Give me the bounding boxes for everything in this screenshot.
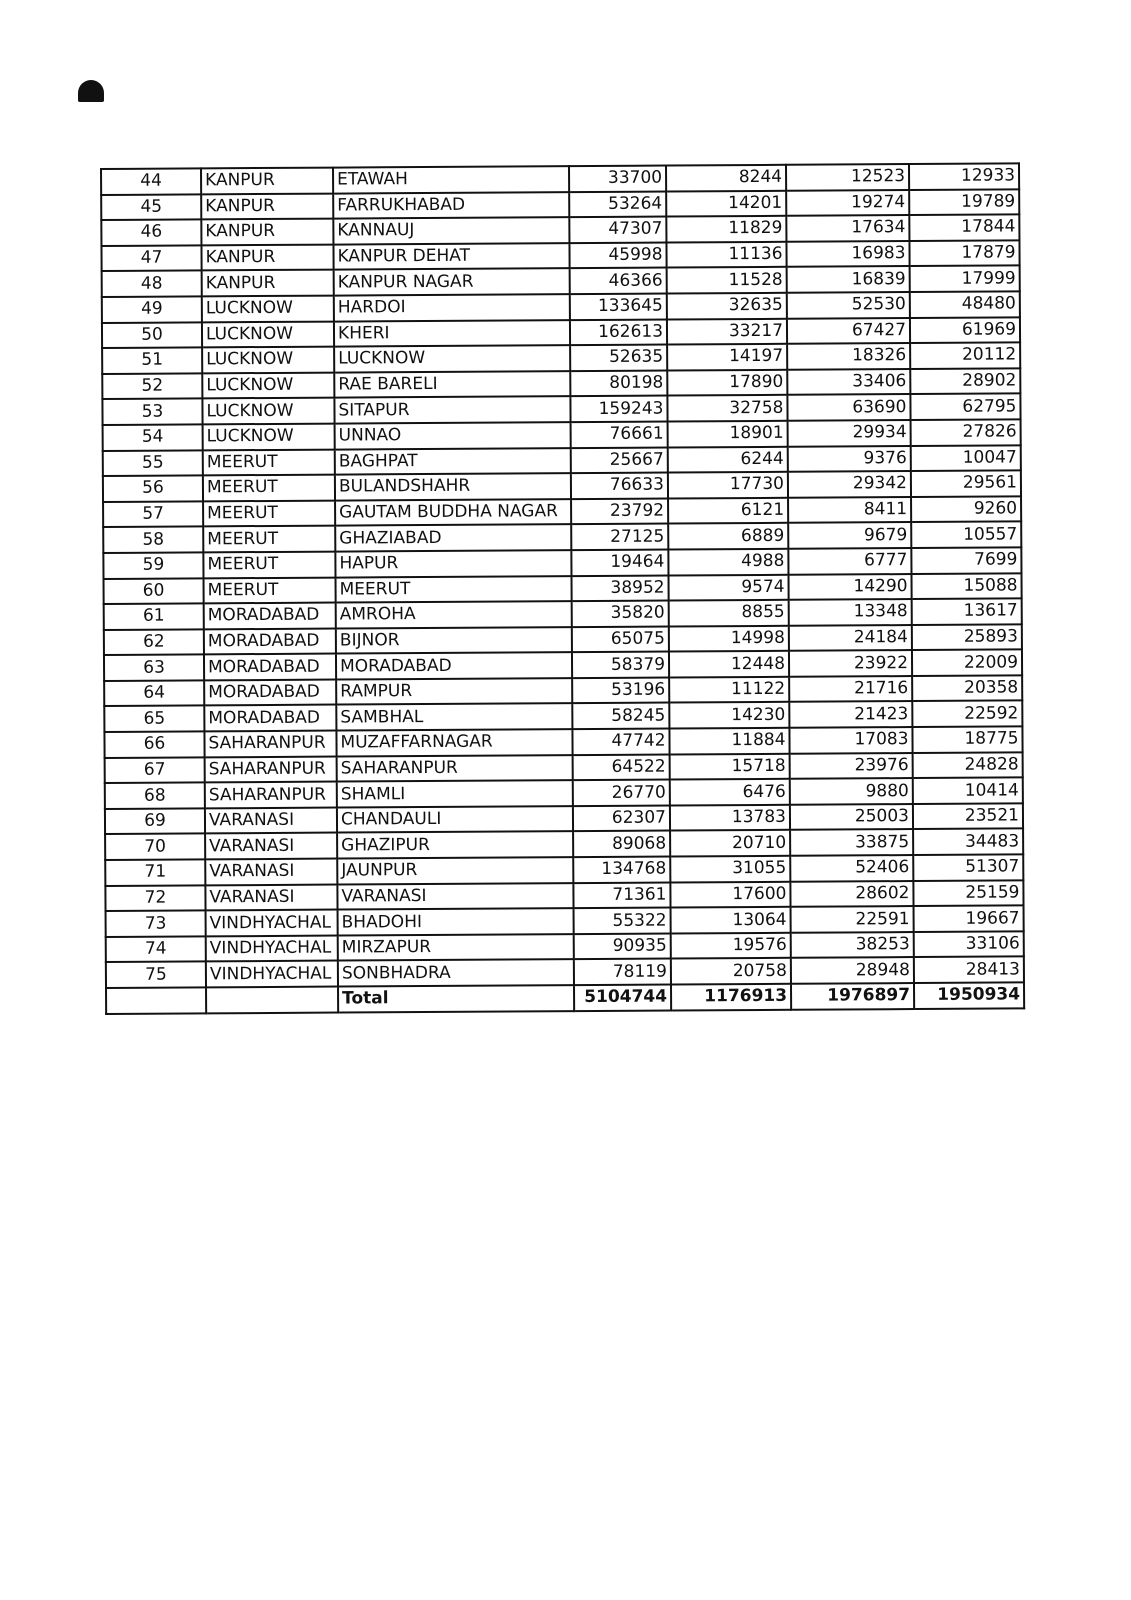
value-col-2-cell: 11136 [666,242,786,268]
value-col-1-cell: 33700 [569,166,666,192]
value-col-4-cell: 20358 [912,675,1022,701]
value-col-2-cell: 20758 [671,958,791,984]
value-col-2-cell: 15718 [670,753,790,779]
serial-number-cell: 47 [101,245,201,271]
value-col-3-cell: 24184 [789,625,912,651]
serial-number-cell: 68 [105,783,205,809]
division-cell: SAHARANPUR [204,731,336,757]
value-col-3-cell: 33406 [787,369,910,395]
district-cell: LUCKNOW [334,345,570,372]
value-col-3-cell: 28602 [790,881,913,907]
value-col-2-cell: 11884 [669,728,789,754]
value-col-1-cell: 78119 [574,959,671,985]
value-col-3-cell: 23922 [789,650,912,676]
value-col-1-cell: 47307 [569,217,666,243]
value-col-1-cell: 90935 [574,933,671,959]
value-col-1-cell: 62307 [573,805,670,831]
serial-number-cell: 72 [105,885,205,911]
serial-number-cell: 58 [103,527,203,553]
value-col-2-cell: 12448 [669,651,789,677]
division-cell: LUCKNOW [202,372,334,398]
district-cell: HAPUR [335,550,571,577]
district-cell: BHADOHI [338,908,574,935]
value-col-2-cell: 17600 [670,881,790,907]
value-col-1-cell: 25667 [571,447,668,473]
district-cell: SAHARANPUR [337,755,573,782]
value-col-4-cell: 9260 [911,496,1021,522]
division-cell: LUCKNOW [203,424,335,450]
serial-number-cell: 61 [104,603,204,629]
value-col-1-cell: 76633 [571,473,668,499]
division-cell: MEERUT [203,526,335,552]
value-col-2-cell: 4988 [668,549,788,575]
value-col-3-cell: 52406 [790,855,913,881]
district-cell: VARANASI [337,883,573,910]
value-col-2-cell: 9574 [668,574,788,600]
serial-number-cell: 64 [104,680,204,706]
value-col-3-cell: 9880 [790,778,913,804]
division-cell: LUCKNOW [202,296,334,322]
district-cell: KHERI [334,320,570,347]
value-col-4-cell: 19789 [909,189,1019,215]
total-value-col-3: 1976897 [791,983,914,1009]
value-col-2-cell: 32758 [667,395,787,421]
value-col-4-cell: 29561 [911,471,1021,497]
division-cell: MORADABAD [204,679,336,705]
value-col-1-cell: 35820 [572,601,669,627]
serial-number-cell: 66 [104,731,204,757]
value-col-3-cell: 21423 [789,702,912,728]
division-cell: KANPUR [201,244,333,270]
value-col-4-cell: 22592 [912,701,1022,727]
total-label: Total [338,985,574,1012]
division-cell: MEERUT [203,500,335,526]
value-col-1-cell: 38952 [571,575,668,601]
value-col-2-cell: 11528 [667,267,787,293]
division-cell: MORADABAD [204,603,336,629]
district-cell: SHAMLI [337,780,573,807]
value-col-4-cell: 17844 [909,215,1019,241]
division-cell: VINDHYACHAL [206,961,338,987]
value-col-2-cell: 13064 [671,907,791,933]
serial-number-cell: 45 [101,194,201,220]
value-col-3-cell: 6777 [788,548,911,574]
total-value-col-2: 1176913 [671,984,791,1010]
value-col-1-cell: 46366 [570,268,667,294]
value-col-4-cell: 20112 [910,343,1020,369]
value-col-1-cell: 133645 [570,294,667,320]
value-col-2-cell: 17730 [668,472,788,498]
district-cell: FARRUKHABAD [333,192,569,219]
division-cell: LUCKNOW [202,347,334,373]
value-col-2-cell: 11122 [669,677,789,703]
value-col-2-cell: 6121 [668,498,788,524]
value-col-3-cell: 22591 [791,906,914,932]
district-cell: KANPUR DEHAT [333,243,569,270]
value-col-3-cell: 12523 [786,164,909,190]
value-col-1-cell: 45998 [569,242,666,268]
value-col-3-cell: 28948 [791,957,914,983]
value-col-3-cell: 9679 [788,522,911,548]
value-col-1-cell: 47742 [572,729,669,755]
value-col-3-cell: 14290 [788,574,911,600]
value-col-2-cell: 18901 [668,421,788,447]
value-col-3-cell: 29342 [788,471,911,497]
district-cell: MEERUT [336,576,572,603]
total-row [106,982,1024,1013]
value-col-2-cell: 13783 [670,805,790,831]
serial-number-cell: 52 [102,373,202,399]
value-col-2-cell: 14201 [666,190,786,216]
district-cell: RAMPUR [336,678,572,705]
value-col-3-cell: 63690 [787,394,910,420]
value-col-1-cell: 162613 [570,319,667,345]
value-col-2-cell: 6244 [668,446,788,472]
value-col-1-cell: 53196 [572,677,669,703]
serial-number-cell: 60 [104,578,204,604]
division-cell: VARANASI [205,833,337,859]
value-col-1-cell: 58379 [572,652,669,678]
value-col-3-cell: 38253 [791,932,914,958]
serial-number-cell: 50 [102,322,202,348]
value-col-1-cell: 89068 [573,831,670,857]
division-cell: MEERUT [204,577,336,603]
division-cell: LUCKNOW [202,321,334,347]
district-cell: MORADABAD [336,652,572,679]
district-cell: GHAZIABAD [335,524,571,551]
district-cell: GHAZIPUR [337,832,573,859]
serial-number-cell: 56 [103,476,203,502]
value-col-1-cell: 19464 [571,549,668,575]
value-col-1-cell: 26770 [573,780,670,806]
serial-number-cell: 46 [101,220,201,246]
value-col-4-cell: 25159 [913,880,1023,906]
serial-number-cell: 59 [103,552,203,578]
value-col-4-cell: 24828 [913,752,1023,778]
district-cell: SITAPUR [334,396,570,423]
value-col-4-cell: 17999 [910,266,1020,292]
value-col-2-cell: 33217 [667,318,787,344]
value-col-3-cell: 16983 [786,241,909,267]
division-cell: MEERUT [203,449,335,475]
value-col-1-cell: 134768 [573,857,670,883]
district-cell: UNNAO [335,422,571,449]
serial-number-cell: 74 [106,936,206,962]
value-col-4-cell: 25893 [912,624,1022,650]
serial-number-cell: 65 [104,706,204,732]
division-cell: VARANASI [205,859,337,885]
value-col-4-cell: 28413 [914,957,1024,983]
serial-number-cell: 48 [102,271,202,297]
serial-number-cell: 55 [103,450,203,476]
value-col-4-cell: 51307 [913,854,1023,880]
value-col-4-cell: 10414 [913,778,1023,804]
district-data-table [100,162,1025,1014]
division-cell: VARANASI [205,884,337,910]
value-col-1-cell: 53264 [569,191,666,217]
serial-number-cell: 51 [102,348,202,374]
value-col-1-cell: 58245 [572,703,669,729]
value-col-1-cell: 71361 [573,882,670,908]
division-cell: KANPUR [202,270,334,296]
empty-cell [106,987,206,1013]
value-col-1-cell: 159243 [570,396,667,422]
value-col-2-cell: 31055 [670,856,790,882]
value-col-4-cell: 34483 [913,829,1023,855]
punch-hole-mark [78,80,104,102]
value-col-2-cell: 6889 [668,523,788,549]
district-cell: BAGHPAT [335,448,571,475]
value-col-3-cell: 67427 [787,318,910,344]
value-col-4-cell: 22009 [912,650,1022,676]
serial-number-cell: 53 [102,399,202,425]
district-cell: MIRZAPUR [338,934,574,961]
district-cell: RAE BARELI [334,371,570,398]
district-cell: HARDOI [334,294,570,321]
value-col-3-cell: 25003 [790,804,913,830]
value-col-2-cell: 14998 [669,625,789,651]
value-col-4-cell: 18775 [912,726,1022,752]
value-col-4-cell: 33106 [914,931,1024,957]
value-col-3-cell: 23976 [790,753,913,779]
district-cell: AMROHA [336,601,572,628]
value-col-3-cell: 52530 [787,292,910,318]
division-cell: KANPUR [201,219,333,245]
division-cell: MORADABAD [204,654,336,680]
value-col-2-cell: 14230 [669,702,789,728]
serial-number-cell: 75 [106,962,206,988]
value-col-3-cell: 8411 [788,497,911,523]
value-col-2-cell: 19576 [671,933,791,959]
value-col-2-cell: 14197 [667,344,787,370]
serial-number-cell: 63 [104,655,204,681]
serial-number-cell: 69 [105,808,205,834]
value-col-4-cell: 62795 [910,394,1020,420]
division-cell: MEERUT [203,551,335,577]
division-cell: MORADABAD [204,705,336,731]
value-col-3-cell: 17083 [789,727,912,753]
value-col-4-cell: 15088 [911,573,1021,599]
value-col-3-cell: 13348 [789,599,912,625]
value-col-4-cell: 13617 [912,598,1022,624]
value-col-1-cell: 76661 [571,421,668,447]
district-cell: JAUNPUR [337,857,573,884]
value-col-3-cell: 19274 [786,190,909,216]
district-cell: SAMBHAL [336,704,572,731]
value-col-2-cell: 32635 [667,293,787,319]
district-cell: SONBHADRA [338,960,574,987]
serial-number-cell: 57 [103,501,203,527]
district-cell: CHANDAULI [337,806,573,833]
value-col-4-cell: 10047 [911,445,1021,471]
division-cell: MORADABAD [204,628,336,654]
value-col-3-cell: 16839 [787,266,910,292]
value-col-1-cell: 80198 [570,370,667,396]
value-col-4-cell: 7699 [911,547,1021,573]
district-cell: MUZAFFARNAGAR [336,729,572,756]
division-cell: SAHARANPUR [205,756,337,782]
division-cell: VINDHYACHAL [206,910,338,936]
value-col-4-cell: 28902 [910,368,1020,394]
value-col-1-cell: 64522 [573,754,670,780]
division-cell: KANPUR [201,168,333,194]
division-cell: MEERUT [203,475,335,501]
value-col-1-cell: 27125 [571,524,668,550]
value-col-3-cell: 17634 [786,215,909,241]
value-col-4-cell: 23521 [913,803,1023,829]
value-col-4-cell: 17879 [909,240,1019,266]
district-cell: KANPUR NAGAR [334,269,570,296]
value-col-1-cell: 23792 [571,498,668,524]
value-col-2-cell: 8855 [669,600,789,626]
value-col-3-cell: 9376 [788,446,911,472]
division-cell: VINDHYACHAL [206,935,338,961]
value-col-3-cell: 29934 [788,420,911,446]
district-cell: ETAWAH [333,166,569,193]
serial-number-cell: 71 [105,859,205,885]
district-cell: GAUTAM BUDDHA NAGAR [335,499,571,526]
serial-number-cell: 62 [104,629,204,655]
district-cell: BIJNOR [336,627,572,654]
value-col-3-cell: 18326 [787,343,910,369]
district-cell: BULANDSHAHR [335,473,571,500]
value-col-2-cell: 11829 [666,216,786,242]
value-col-4-cell: 48480 [910,291,1020,317]
value-col-2-cell: 20710 [670,830,790,856]
value-col-4-cell: 27826 [911,419,1021,445]
value-col-3-cell: 21716 [789,676,912,702]
value-col-4-cell: 19667 [914,906,1024,932]
value-col-4-cell: 61969 [910,317,1020,343]
serial-number-cell: 67 [105,757,205,783]
serial-number-cell: 49 [102,296,202,322]
value-col-2-cell: 17890 [667,370,787,396]
division-cell: LUCKNOW [202,398,334,424]
value-col-2-cell: 8244 [666,165,786,191]
district-cell: KANNAUJ [333,217,569,244]
division-cell: SAHARANPUR [205,782,337,808]
total-value-col-4: 1950934 [914,982,1024,1008]
value-col-1-cell: 65075 [572,626,669,652]
division-cell: VARANASI [205,807,337,833]
value-col-4-cell: 12933 [909,163,1019,189]
division-cell: KANPUR [201,193,333,219]
serial-number-cell: 44 [101,168,201,194]
value-col-2-cell: 6476 [670,779,790,805]
total-value-col-1: 5104744 [574,985,671,1011]
value-col-3-cell: 33875 [790,829,913,855]
serial-number-cell: 54 [103,424,203,450]
value-col-4-cell: 10557 [911,522,1021,548]
value-col-1-cell: 52635 [570,345,667,371]
serial-number-cell: 70 [105,834,205,860]
value-col-1-cell: 55322 [574,908,671,934]
empty-cell [206,987,338,1013]
serial-number-cell: 73 [106,911,206,937]
